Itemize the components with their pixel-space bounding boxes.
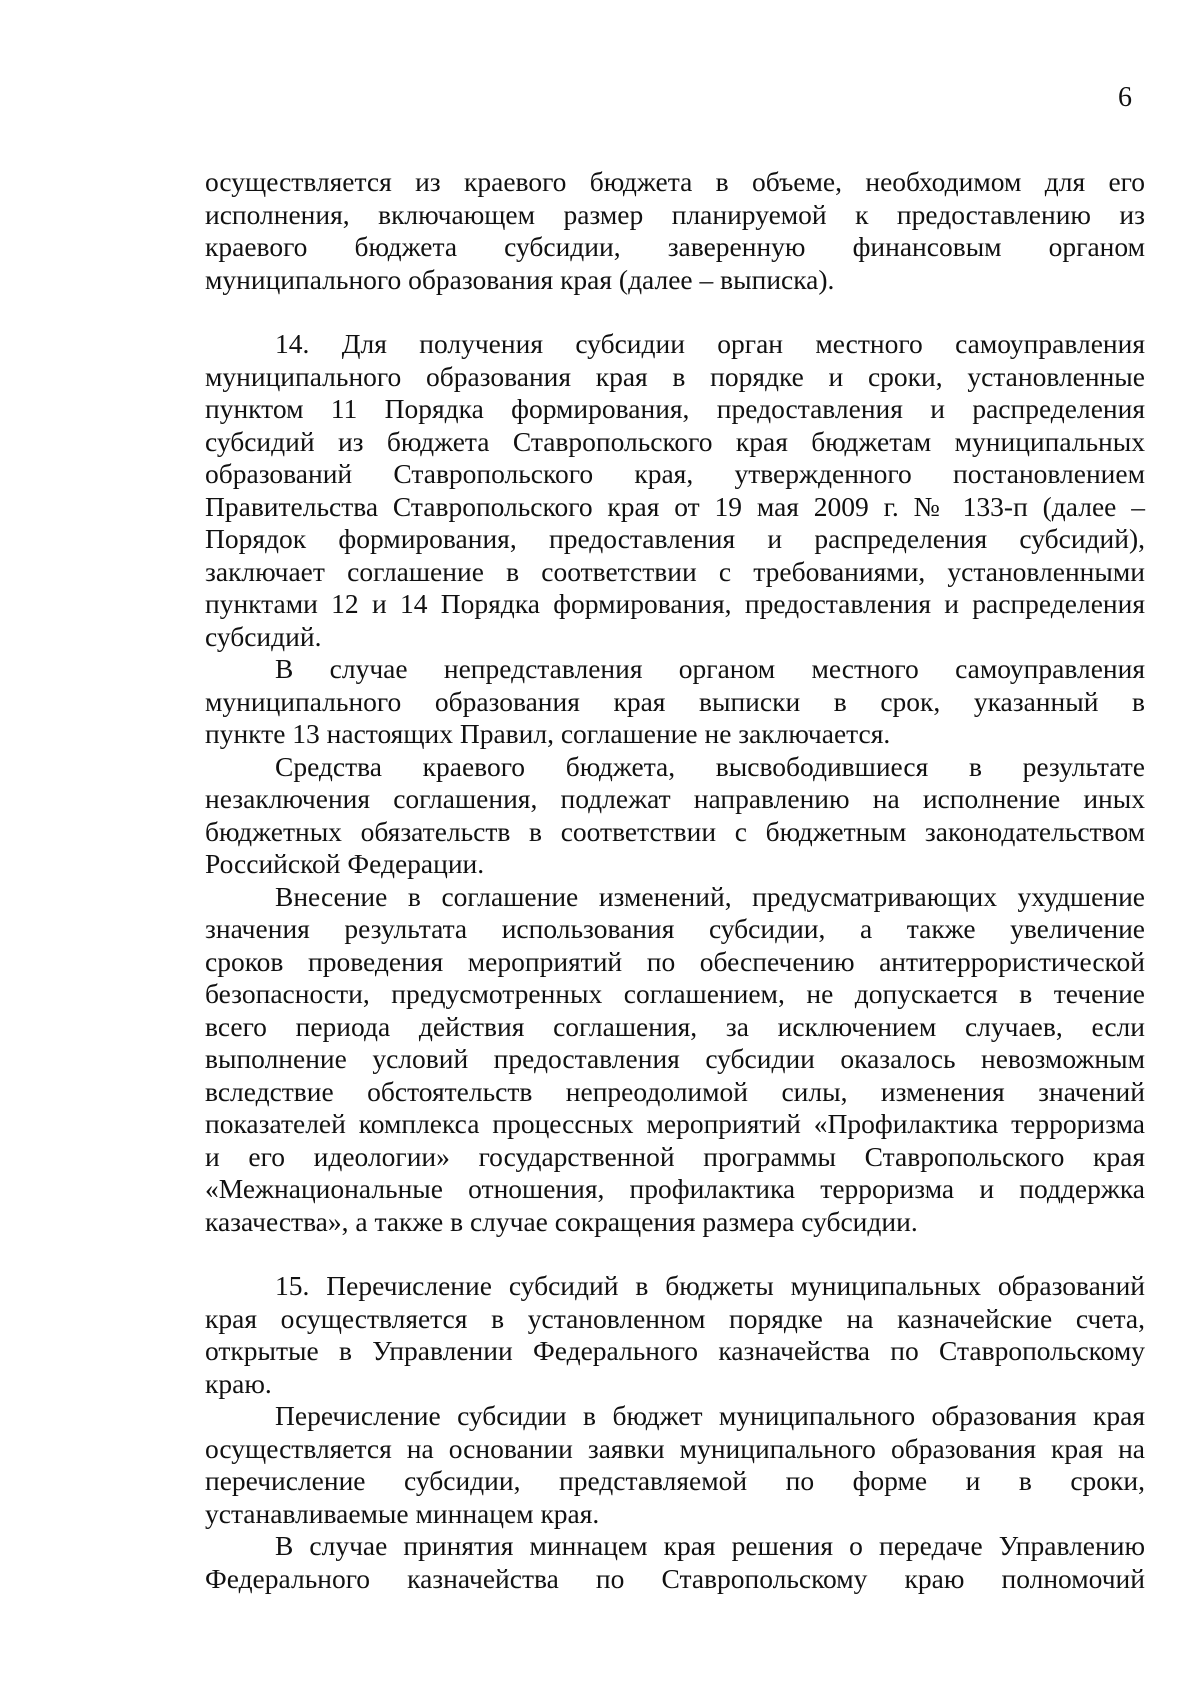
text-line: показателей комплекса процессных мероприятий «Профилактика терроризма: [205, 1108, 1145, 1139]
text-line: 15. Перечисление субсидий в бюджеты муниципальных образований: [275, 1270, 1145, 1301]
text-line: Правительства Ставропольского края от 19 мая 2009 г. № 133-п (далее –: [205, 490, 1145, 522]
paragraph-gap: [205, 296, 1145, 328]
text-line: Российской Федерации.: [205, 848, 485, 879]
text-line: Порядок формирования, предоставления и распределения субсидий),: [205, 523, 1145, 554]
text-line: «Межнациональные отношения, профилактика терроризма и поддержка: [205, 1173, 1145, 1204]
text-line: бюджетных обязательств в соответствии с бюджетным законодательством: [205, 815, 1145, 847]
text-line: краю.: [205, 1367, 272, 1399]
document-body: [205, 166, 1145, 1595]
text-line: осуществляется на основании заявки муниципального образования края на: [205, 1432, 1145, 1464]
text-line: края осуществляется в установленном порядке на казначейские счета,: [205, 1302, 1145, 1334]
text-line: муниципального образования края в порядке и сроки, установленные: [205, 360, 1145, 392]
text-line: краевого бюджета субсидии, заверенную финансовым органом: [205, 231, 1145, 262]
text-line: Средства краевого бюджета, высвободившиеся в результате: [275, 750, 1145, 782]
paragraph: [205, 328, 1145, 653]
text-line: казачества», а также в случае сокращения размера субсидии.: [205, 1205, 918, 1237]
text-line: исполнения, включающем размер планируемой к предоставлению из: [205, 198, 1145, 230]
text-line: выполнение условий предоставления субсидии оказалось невозможным: [205, 1043, 1145, 1074]
paragraph: [205, 653, 1145, 751]
text-line: Внесение в соглашение изменений, предусматривающих ухудшение: [275, 880, 1145, 912]
text-line: 14. Для получения субсидии орган местного самоуправления: [275, 328, 1145, 359]
text-line: незаключения соглашения, подлежат направлению на исполнение иных: [205, 783, 1145, 814]
text-line: пункте 13 настоящих Правил, соглашение не заключается.: [205, 718, 891, 749]
text-line: и его идеологии» государственной программы Ставропольского края: [205, 1140, 1145, 1172]
text-line: В случае непредставления органом местного самоуправления: [275, 653, 1145, 684]
text-line: вследствие обстоятельств непреодолимой силы, изменения значений: [205, 1075, 1145, 1107]
paragraph: [205, 1270, 1145, 1400]
text-line: пунктами 12 и 14 Порядка формирования, предоставления и распределения: [205, 588, 1145, 619]
paragraph: [205, 1400, 1145, 1530]
text-line: Перечисление субсидии в бюджет муниципального образования края: [275, 1400, 1145, 1431]
text-line: сроков проведения мероприятий по обеспечению антитеррористической: [205, 945, 1145, 977]
text-line: заключает соглашение в соответствии с требованиями, установленными: [205, 555, 1145, 587]
paragraph: [205, 751, 1145, 881]
page-number: 6: [1118, 82, 1132, 113]
text-line: перечисление субсидии, представляемой по форме и в сроки,: [205, 1465, 1145, 1496]
text-line: субсидий из бюджета Ставропольского края бюджетам муниципальных: [205, 425, 1145, 457]
text-line: муниципального образования края выписки в срок, указанный в: [205, 685, 1145, 717]
text-line: Федерального казначейства по Ставропольскому краю полномочий: [205, 1562, 1145, 1594]
text-line: открытые в Управлении Федерального казначейства по Ставропольскому: [205, 1335, 1145, 1366]
text-line: значения результата использования субсидии, а также увеличение: [205, 913, 1145, 944]
text-line: образований Ставропольского края, утвержденного постановлением: [205, 458, 1145, 489]
paragraph: [205, 1530, 1145, 1595]
paragraph: [205, 166, 1145, 296]
text-line: субсидий.: [205, 620, 322, 652]
text-line: В случае принятия миннацем края решения о передаче Управлению: [275, 1530, 1145, 1561]
text-line: пунктом 11 Порядка формирования, предоставления и распределения: [205, 393, 1145, 424]
paragraph-gap: [205, 1238, 1145, 1270]
text-line: устанавливаемые миннацем края.: [205, 1497, 600, 1529]
text-line: осуществляется из краевого бюджета в объеме, необходимом для его: [205, 166, 1145, 197]
text-line: всего периода действия соглашения, за исключением случаев, если: [205, 1010, 1145, 1042]
text-line: безопасности, предусмотренных соглашением, не допускается в течение: [205, 978, 1145, 1009]
text-line: муниципального образования края (далее – выписка).: [205, 263, 835, 295]
paragraph: [205, 881, 1145, 1239]
